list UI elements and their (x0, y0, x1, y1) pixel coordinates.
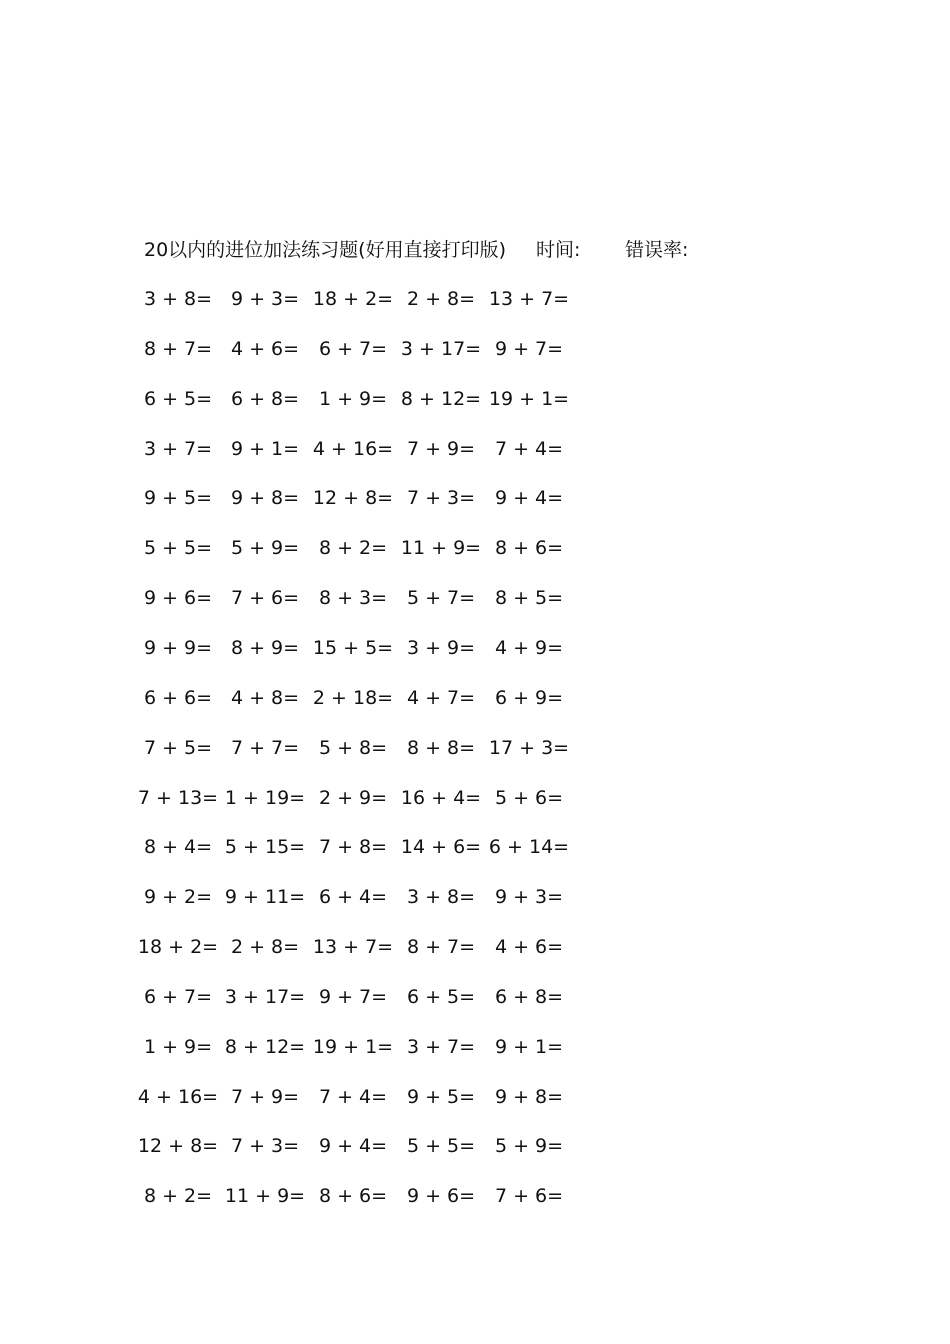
problem-cell: 18 + 2= (137, 936, 219, 959)
problem-cell: 9 + 1= (230, 437, 300, 460)
problem-cell: 6 + 7= (143, 985, 213, 1008)
problem-cell: 13 + 7= (312, 936, 394, 959)
problem-cell: 9 + 4= (318, 1135, 388, 1158)
problem-cell: 7 + 4= (318, 1085, 388, 1108)
problem-cell: 2 + 9= (318, 786, 388, 809)
problem-cell: 9 + 5= (143, 487, 213, 510)
problem-cell: 6 + 7= (318, 337, 388, 360)
problem-cell: 11 + 9= (224, 1185, 306, 1208)
problem-cell: 5 + 8= (318, 736, 388, 759)
problem-cell: 5 + 5= (406, 1135, 476, 1158)
problem-row (0, 1181, 950, 1211)
time-label: 时间: (536, 239, 581, 261)
problem-cell: 9 + 9= (143, 636, 213, 659)
problem-cell: 7 + 6= (494, 1185, 564, 1208)
problem-cell: 4 + 16= (137, 1085, 219, 1108)
problem-cell: 4 + 6= (494, 936, 564, 959)
problem-cell: 4 + 7= (406, 686, 476, 709)
problem-cell: 7 + 3= (230, 1135, 300, 1158)
problem-cell: 6 + 9= (494, 686, 564, 709)
problem-cell: 8 + 6= (494, 537, 564, 560)
problem-cell: 7 + 3= (406, 487, 476, 510)
problem-cell: 12 + 8= (312, 487, 394, 510)
problem-cell: 5 + 6= (494, 786, 564, 809)
problem-cell: 9 + 6= (406, 1185, 476, 1208)
problem-cell: 3 + 7= (406, 1035, 476, 1058)
problem-cell: 5 + 5= (143, 537, 213, 560)
problem-cell: 7 + 5= (143, 736, 213, 759)
problem-cell: 9 + 7= (494, 337, 564, 360)
problem-cell: 8 + 9= (230, 636, 300, 659)
problem-row (0, 483, 950, 513)
problem-cell: 7 + 9= (230, 1085, 300, 1108)
error-rate-label: 错误率: (625, 239, 689, 261)
problem-cell: 12 + 8= (137, 1135, 219, 1158)
problem-cell: 5 + 9= (494, 1135, 564, 1158)
problem-cell: 7 + 13= (137, 786, 219, 809)
problem-row (0, 932, 950, 962)
problem-row (0, 882, 950, 912)
problem-cell: 9 + 8= (494, 1085, 564, 1108)
problem-cell: 7 + 4= (494, 437, 564, 460)
problem-cell: 9 + 7= (318, 985, 388, 1008)
problem-row (0, 783, 950, 813)
problem-row (0, 733, 950, 763)
problem-cell: 5 + 15= (224, 836, 306, 859)
problem-cell: 9 + 2= (143, 886, 213, 909)
problem-cell: 8 + 2= (318, 537, 388, 560)
problem-cell: 1 + 9= (143, 1035, 213, 1058)
problem-cell: 6 + 5= (143, 387, 213, 410)
problem-cell: 7 + 6= (230, 587, 300, 610)
problem-cell: 8 + 4= (143, 836, 213, 859)
problem-cell: 2 + 8= (230, 936, 300, 959)
problem-cell: 3 + 17= (400, 337, 482, 360)
problem-cell: 9 + 8= (230, 487, 300, 510)
problem-cell: 9 + 4= (494, 487, 564, 510)
problem-cell: 3 + 7= (143, 437, 213, 460)
problem-cell: 3 + 8= (406, 886, 476, 909)
problem-cell: 17 + 3= (488, 736, 570, 759)
problem-cell: 3 + 17= (224, 985, 306, 1008)
problem-cell: 9 + 1= (494, 1035, 564, 1058)
problem-cell: 3 + 8= (143, 288, 213, 310)
problem-cell: 8 + 7= (406, 936, 476, 959)
problem-cell: 4 + 6= (230, 337, 300, 360)
problem-cell: 8 + 3= (318, 587, 388, 610)
problem-row (0, 334, 950, 364)
problem-cell: 7 + 9= (406, 437, 476, 460)
problem-cell: 3 + 9= (406, 636, 476, 659)
problem-cell: 16 + 4= (400, 786, 482, 809)
problem-cell: 15 + 5= (312, 636, 394, 659)
problem-cell: 8 + 12= (400, 387, 482, 410)
problem-row (0, 284, 950, 314)
problem-cell: 8 + 12= (224, 1035, 306, 1058)
problem-cell: 6 + 5= (406, 985, 476, 1008)
problem-cell: 8 + 2= (143, 1185, 213, 1208)
problem-cell: 6 + 4= (318, 886, 388, 909)
problem-row (0, 982, 950, 1012)
problem-cell: 19 + 1= (312, 1035, 394, 1058)
problem-row (0, 1032, 950, 1062)
problem-cell: 19 + 1= (488, 387, 570, 410)
problem-cell: 4 + 8= (230, 686, 300, 709)
problem-cell: 9 + 6= (143, 587, 213, 610)
problem-cell: 7 + 7= (230, 736, 300, 759)
problem-row (0, 633, 950, 663)
problem-row (0, 1082, 950, 1112)
problem-row (0, 1131, 950, 1161)
problem-row (0, 683, 950, 713)
problem-cell: 4 + 16= (312, 437, 394, 460)
problem-cell: 14 + 6= (400, 836, 482, 859)
problem-row (0, 832, 950, 862)
problem-cell: 5 + 7= (406, 587, 476, 610)
problem-cell: 8 + 6= (318, 1185, 388, 1208)
problem-row (0, 384, 950, 414)
problem-cell: 6 + 8= (494, 985, 564, 1008)
problem-cell: 13 + 7= (488, 288, 570, 310)
problem-cell: 6 + 14= (488, 836, 570, 859)
problem-cell: 11 + 9= (400, 537, 482, 560)
worksheet-title: 20以内的进位加法练习题(好用直接打印版) (144, 239, 507, 261)
problem-cell: 6 + 6= (143, 686, 213, 709)
problem-cell: 9 + 11= (224, 886, 306, 909)
problem-cell: 7 + 8= (318, 836, 388, 859)
problem-cell: 9 + 3= (494, 886, 564, 909)
problem-cell: 1 + 9= (318, 387, 388, 410)
problem-cell: 2 + 8= (406, 288, 476, 310)
problem-cell: 8 + 8= (406, 736, 476, 759)
problem-cell: 5 + 9= (230, 537, 300, 560)
problem-cell: 9 + 5= (406, 1085, 476, 1108)
problem-cell: 8 + 5= (494, 587, 564, 610)
problem-row (0, 434, 950, 464)
problem-cell: 9 + 3= (230, 288, 300, 310)
problem-row (0, 533, 950, 563)
problem-row (0, 583, 950, 613)
problem-cell: 4 + 9= (494, 636, 564, 659)
problem-cell: 18 + 2= (312, 288, 394, 310)
problem-cell: 1 + 19= (224, 786, 306, 809)
problem-cell: 8 + 7= (143, 337, 213, 360)
problem-cell: 2 + 18= (312, 686, 394, 709)
problem-cell: 6 + 8= (230, 387, 300, 410)
